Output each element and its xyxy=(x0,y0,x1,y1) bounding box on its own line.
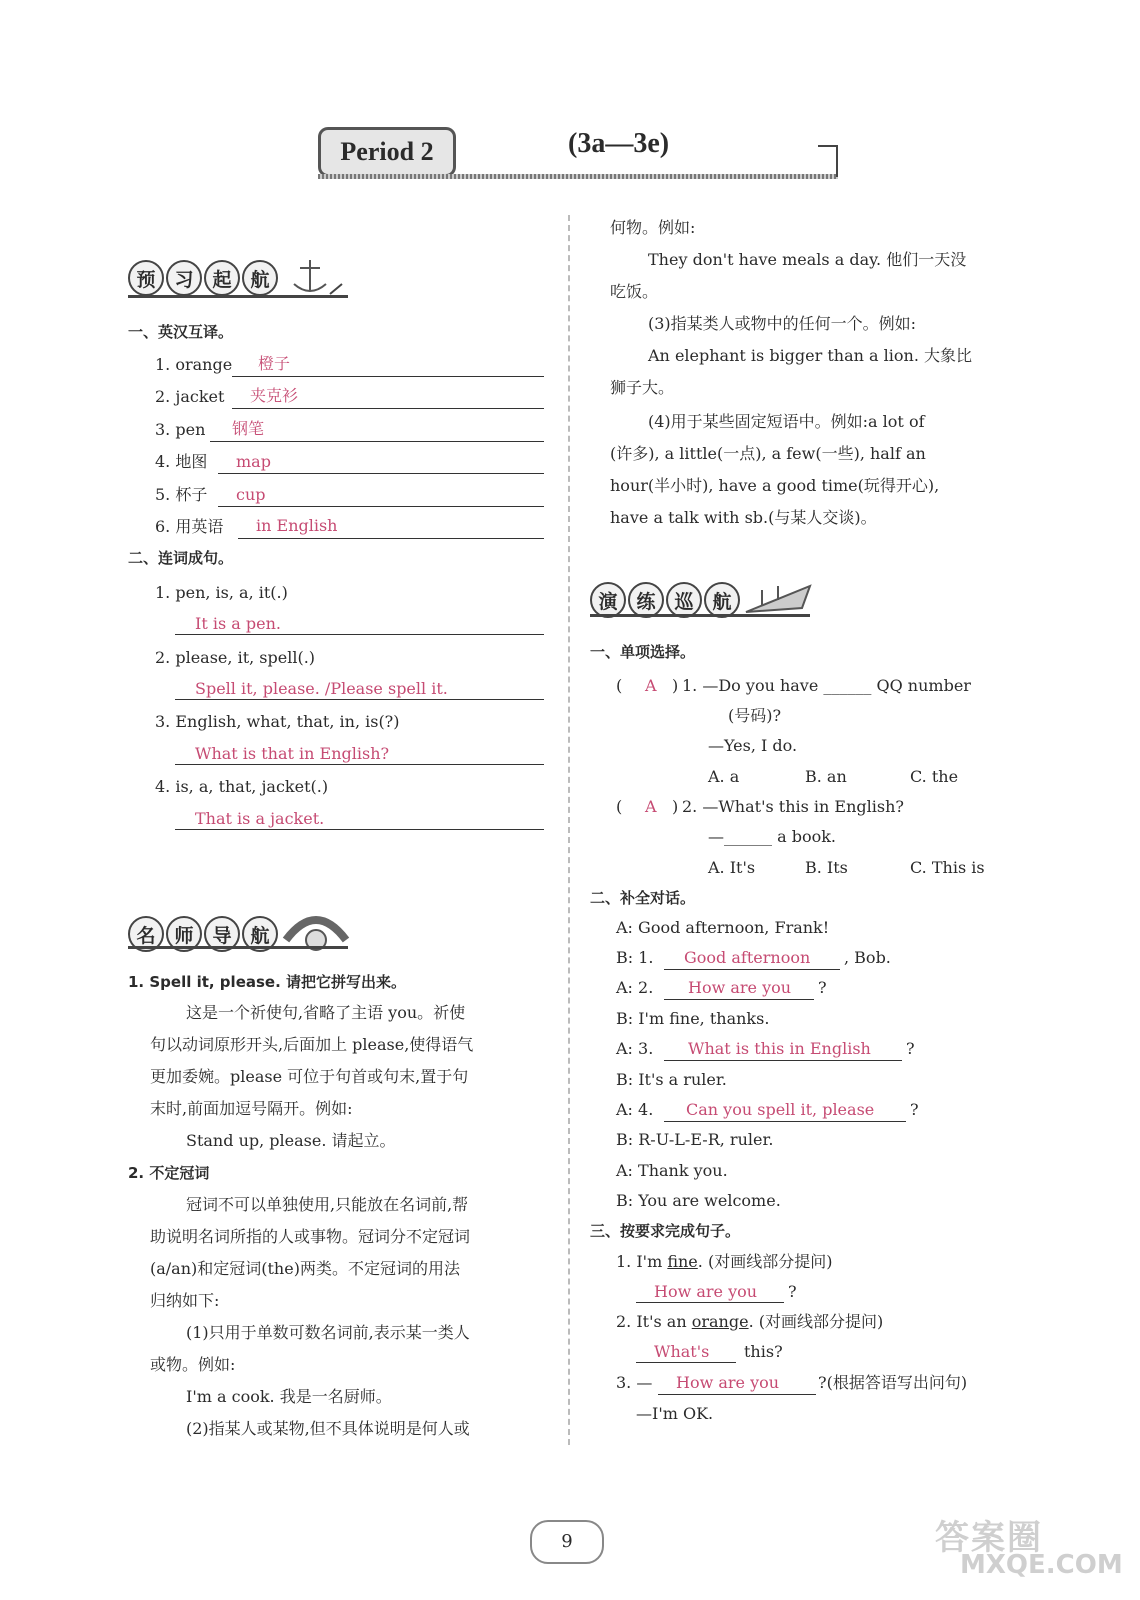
dialog-line: ? xyxy=(818,978,827,997)
vocab-answer: 夹克衫 xyxy=(250,386,299,405)
dialog-line: A: Good afternoon, Frank! xyxy=(616,918,830,937)
dialog-line: B: It's a ruler. xyxy=(616,1070,727,1089)
badge-char: 起 xyxy=(204,260,240,296)
rewrite-answer: How are you xyxy=(676,1373,780,1392)
badge-char: 习 xyxy=(166,260,202,296)
note-line: An elephant is bigger than a lion. 大象比 xyxy=(648,346,973,365)
note-line: hour(半小时), have a good time(玩得开心), xyxy=(610,476,940,495)
q-suffix: ?(根据答语写出问句) xyxy=(818,1373,968,1392)
q-after: ? xyxy=(788,1282,797,1301)
note-line: (3)指某类人或物中的任何一个。例如: xyxy=(648,314,917,333)
mc-paren: ( xyxy=(616,797,623,816)
answer-line xyxy=(175,634,544,635)
mc-stem: 1. —Do you have ______ QQ number xyxy=(682,676,971,695)
answer-line xyxy=(636,1302,784,1303)
badge-char: 演 xyxy=(590,582,626,618)
sentence-answer: What is that in English? xyxy=(195,744,390,763)
vocab-question: 5. 杯子 xyxy=(155,485,208,504)
rewrite-question xyxy=(616,1252,832,1272)
note-line: (4)用于某些固定短语中。例如:a lot of xyxy=(648,412,925,431)
note-line: (1)只用于单数可数名词前,表示某一类人 xyxy=(186,1323,470,1342)
badge-char: 航 xyxy=(242,260,278,296)
vocab-question: 3. pen xyxy=(155,420,206,439)
badge-char: 巡 xyxy=(666,582,702,618)
underlined-word: orange xyxy=(691,1312,749,1331)
dialog-line: , Bob. xyxy=(844,948,891,967)
note-line: 何物。例如: xyxy=(610,218,696,237)
sentence-question: 1. pen, is, a, it(.) xyxy=(155,583,288,602)
section-title: 二、连词成句。 xyxy=(128,549,234,567)
answer-line xyxy=(175,764,544,765)
mc-paren: ) xyxy=(672,797,679,816)
vocab-question: 6. 用英语 xyxy=(155,517,224,536)
section-title: 一、单项选择。 xyxy=(590,643,696,661)
answer-line xyxy=(636,1362,736,1363)
answer-line xyxy=(232,376,544,377)
badge-char: 航 xyxy=(704,582,740,618)
badge-char: 师 xyxy=(166,916,202,952)
note-line: 末时,前面加逗号隔开。例如: xyxy=(150,1099,353,1118)
section-title: 一、英汉互译。 xyxy=(128,323,234,341)
badge-char: 练 xyxy=(628,582,664,618)
mc-option: C. This is xyxy=(910,858,985,877)
section-title: 二、补全对话。 xyxy=(590,889,696,907)
watermark: 答案圈 xyxy=(935,1518,1043,1558)
q-after: this? xyxy=(744,1342,783,1361)
sentence-question: 2. please, it, spell(.) xyxy=(155,648,316,667)
mc-paren: ( xyxy=(616,676,623,695)
note-line: Stand up, please. 请起立。 xyxy=(186,1131,396,1150)
column-divider xyxy=(568,215,570,1445)
dialog-line: B: 1. xyxy=(616,948,654,967)
note-line: (许多), a little(一点), a few(一些), half an xyxy=(610,444,926,463)
vocab-answer: map xyxy=(236,452,271,471)
mc-reply: —Yes, I do. xyxy=(708,736,798,755)
answer-line xyxy=(664,969,840,970)
answer-line xyxy=(658,1394,816,1395)
answer-line xyxy=(218,506,544,507)
answer-line xyxy=(232,408,544,409)
dialog-line: ? xyxy=(910,1100,919,1119)
badge-underline xyxy=(590,614,810,617)
mc-option: C. the xyxy=(910,767,959,786)
rewrite-answer: How are you xyxy=(654,1282,758,1301)
mc-option: A. a xyxy=(708,767,740,786)
badge-char: 名 xyxy=(128,916,164,952)
anchor-icon xyxy=(280,258,350,298)
disc-icon xyxy=(280,910,350,958)
dialog-answer: Good afternoon xyxy=(684,948,811,967)
section-title: 三、按要求完成句子。 xyxy=(590,1222,741,1240)
dialog-line: B: You are welcome. xyxy=(616,1191,781,1210)
badge-underline xyxy=(128,946,348,949)
rewrite-question xyxy=(616,1312,883,1332)
rewrite-question: 3. — xyxy=(616,1373,653,1392)
note-title: 2. 不定冠词 xyxy=(128,1164,210,1182)
dialog-answer: How are you xyxy=(688,978,792,997)
q-after: —I'm OK. xyxy=(636,1404,714,1423)
dialog-line: ? xyxy=(906,1039,915,1058)
note-line: (a/an)和定冠词(the)两类。不定冠词的用法 xyxy=(150,1259,460,1278)
watermark-url: MXQE.COM xyxy=(960,1550,1123,1580)
note-title: 1. Spell it, please. 请把它拼写出来。 xyxy=(128,973,407,991)
dialog-answer: Can you spell it, please xyxy=(686,1100,875,1119)
note-line: 更加委婉。please 可位于句首或句末,置于句 xyxy=(150,1067,469,1086)
vocab-answer: 钢笔 xyxy=(232,419,265,438)
q-prefix: 1. I'm xyxy=(616,1252,668,1271)
vocab-answer: cup xyxy=(236,485,266,504)
badge-char: 航 xyxy=(242,916,278,952)
rewrite-answer: What's xyxy=(654,1342,710,1361)
sentence-question: 4. is, a, that, jacket(.) xyxy=(155,777,329,796)
teacher-badge xyxy=(128,910,350,958)
note-line: 句以动词原形开头,后面加上 please,使得语气 xyxy=(150,1035,474,1054)
mc-stem: (号码)? xyxy=(728,706,782,725)
badge-char: 导 xyxy=(204,916,240,952)
vocab-answer: 橙子 xyxy=(258,354,291,373)
dialog-line: B: I'm fine, thanks. xyxy=(616,1009,770,1028)
dialog-line: A: Thank you. xyxy=(616,1161,728,1180)
note-line: 冠词不可以单独使用,只能放在名词前,帮 xyxy=(186,1195,469,1214)
dialog-line: A: 4. xyxy=(616,1100,654,1119)
answer-line xyxy=(218,473,544,474)
mc-answer: A xyxy=(645,797,657,816)
page-number: 9 xyxy=(530,1520,604,1564)
sentence-answer: Spell it, please. /Please spell it. xyxy=(195,679,448,698)
badge-char: 预 xyxy=(128,260,164,296)
note-line: have a talk with sb.(与某人交谈)。 xyxy=(610,508,877,527)
sentence-answer: That is a jacket. xyxy=(195,809,325,828)
period-title: Period 2 xyxy=(318,127,456,177)
dialog-line: A: 3. xyxy=(616,1039,654,1058)
mc-paren: ) xyxy=(672,676,679,695)
badge-underline xyxy=(128,295,348,298)
vocab-question: 2. jacket xyxy=(155,387,225,406)
note-line: 这是一个祈使句,省略了主语 you。祈使 xyxy=(186,1003,466,1022)
mc-option: B. Its xyxy=(805,858,848,877)
q-prefix: 2. It's an xyxy=(616,1312,692,1331)
dialog-line: B: R-U-L-E-R, ruler. xyxy=(616,1130,774,1149)
note-line: 或物。例如: xyxy=(150,1355,236,1374)
answer-line xyxy=(664,999,814,1000)
q-suffix: . (对画线部分提问) xyxy=(748,1312,884,1331)
answer-line xyxy=(175,699,544,700)
answer-line xyxy=(238,538,544,539)
mc-reply: —______ a book. xyxy=(708,827,836,846)
note-line: 归纳如下: xyxy=(150,1291,220,1310)
preview-badge xyxy=(128,258,350,298)
note-line: 助说明名词所指的人或事物。冠词分不定冠词 xyxy=(150,1227,471,1246)
mc-stem: 2. —What's this in English? xyxy=(682,797,904,816)
answer-line xyxy=(664,1060,902,1061)
note-line: (2)指某人或某物,但不具体说明是何人或 xyxy=(186,1419,470,1438)
note-line: 吃饭。 xyxy=(610,282,659,301)
dialog-line: A: 2. xyxy=(616,978,654,997)
vocab-question: 4. 地图 xyxy=(155,452,208,471)
mc-option: B. an xyxy=(805,767,847,786)
sentence-question: 3. English, what, that, in, is(?) xyxy=(155,712,400,731)
underlined-word: fine xyxy=(667,1252,698,1271)
note-line: I'm a cook. 我是一名厨师。 xyxy=(186,1387,392,1406)
vocab-question: 1. orange xyxy=(155,355,233,374)
title-rule xyxy=(318,174,838,179)
vocab-answer: in English xyxy=(256,516,338,535)
title-corner xyxy=(818,145,838,177)
q-suffix: . (对画线部分提问) xyxy=(697,1252,833,1271)
answer-line xyxy=(664,1121,906,1122)
note-line: 狮子大。 xyxy=(610,378,675,397)
dialog-answer: What is this in English xyxy=(688,1039,871,1058)
mc-answer: A xyxy=(645,676,657,695)
period-range: (3a—3e) xyxy=(568,128,670,159)
answer-line xyxy=(175,829,544,830)
sentence-answer: It is a pen. xyxy=(195,614,281,633)
note-line: They don't have meals a day. 他们一天没 xyxy=(648,250,967,269)
mc-option: A. It's xyxy=(708,858,756,877)
answer-line xyxy=(210,441,544,442)
